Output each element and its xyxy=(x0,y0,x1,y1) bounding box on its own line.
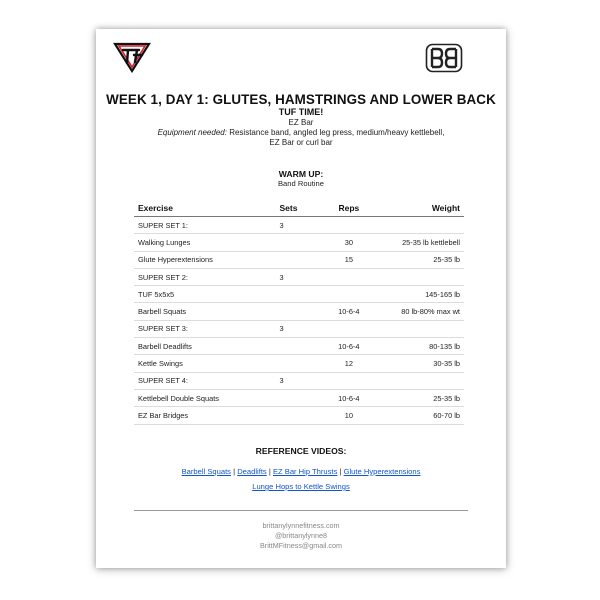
row-reps xyxy=(319,372,379,389)
row-reps: 10-6-4 xyxy=(319,303,379,320)
table-row xyxy=(134,286,464,303)
row-sets: 3 xyxy=(280,268,319,285)
row-weight xyxy=(379,217,464,234)
row-weight: 30-35 lb xyxy=(379,355,464,372)
workout-sheet xyxy=(96,29,506,568)
page-title: WEEK 1, DAY 1: GLUTES, HAMSTRINGS AND LOWER BACK xyxy=(106,92,496,107)
equipment-line-1 xyxy=(126,128,476,138)
row-reps: 12 xyxy=(319,355,379,372)
workout-table xyxy=(134,200,464,425)
row-exercise: Kettle Swings xyxy=(134,355,280,372)
row-exercise: SUPER SET 4: xyxy=(134,372,280,389)
row-sets xyxy=(280,407,319,424)
row-exercise: Barbell Deadlifts xyxy=(134,338,280,355)
table-row xyxy=(134,251,464,268)
row-sets: 3 xyxy=(280,217,319,234)
table-row xyxy=(134,389,464,406)
row-weight: 25-35 lb xyxy=(379,251,464,268)
row-weight: 25-35 lb kettlebell xyxy=(379,234,464,251)
table-header-row xyxy=(134,200,464,217)
link-ez-bar-hip-thrusts[interactable]: EZ Bar Hip Thrusts xyxy=(272,467,338,476)
table-row xyxy=(134,338,464,355)
link-lunge-hops[interactable]: Lunge Hops to Kettle Swings xyxy=(252,482,350,491)
reference-links-line-1 xyxy=(116,467,486,476)
row-reps: 10-6-4 xyxy=(319,338,379,355)
row-reps: 10 xyxy=(319,407,379,424)
reference-links-line-2 xyxy=(116,482,486,491)
equipment-text: Resistance band, angled leg press, medium/heavy kettlebell, xyxy=(229,128,445,137)
row-weight: 145-165 lb xyxy=(379,286,464,303)
divider xyxy=(134,510,468,511)
row-weight xyxy=(379,268,464,285)
row-weight: 80 lb-80% max wt xyxy=(379,303,464,320)
row-sets xyxy=(280,338,319,355)
row-reps: 10-6-4 xyxy=(319,389,379,406)
reference-heading: REFERENCE VIDEOS: xyxy=(255,446,347,456)
contact-website: brittanylynnefitness.com xyxy=(262,521,340,530)
row-sets xyxy=(280,303,319,320)
row-sets xyxy=(280,355,319,372)
row-weight xyxy=(379,320,464,337)
table-row xyxy=(134,372,464,389)
warmup-routine: Band Routine xyxy=(277,179,325,188)
table-row xyxy=(134,407,464,424)
link-separator: | xyxy=(230,467,238,476)
table-row xyxy=(134,234,464,251)
row-exercise: SUPER SET 1: xyxy=(134,217,280,234)
equipment-line-2: EZ Bar or curl bar xyxy=(269,138,333,147)
tuf-logo xyxy=(113,41,151,73)
row-sets xyxy=(280,389,319,406)
row-exercise: Glute Hyperextensions xyxy=(134,251,280,268)
row-weight: 60-70 lb xyxy=(379,407,464,424)
row-exercise: Kettlebell Double Squats xyxy=(134,389,280,406)
table-row xyxy=(134,268,464,285)
header-sets: Sets xyxy=(280,200,319,217)
link-separator: | xyxy=(266,467,273,476)
row-sets xyxy=(280,286,319,303)
link-barbell-squats[interactable]: Barbell Squats xyxy=(181,467,231,476)
row-exercise: SUPER SET 2: xyxy=(134,268,280,285)
row-sets: 3 xyxy=(280,372,319,389)
row-reps xyxy=(319,268,379,285)
row-exercise: Walking Lunges xyxy=(134,234,280,251)
link-glute-hyperextensions[interactable]: Glute Hyperextensions xyxy=(343,467,421,476)
row-weight: 80-135 lb xyxy=(379,338,464,355)
header-reps: Reps xyxy=(319,200,379,217)
row-sets xyxy=(280,234,319,251)
equipment-label: Equipment needed: xyxy=(157,128,227,137)
row-reps xyxy=(319,320,379,337)
table-row xyxy=(134,303,464,320)
bar-type: EZ Bar xyxy=(288,118,314,127)
row-sets: 3 xyxy=(280,320,319,337)
row-exercise: SUPER SET 3: xyxy=(134,320,280,337)
table-row xyxy=(134,217,464,234)
row-reps: 30 xyxy=(319,234,379,251)
row-reps xyxy=(319,217,379,234)
contact-email: BrittMFitness@gmail.com xyxy=(260,541,342,550)
link-separator: | xyxy=(337,467,344,476)
row-exercise: TUF 5x5x5 xyxy=(134,286,280,303)
row-reps: 15 xyxy=(319,251,379,268)
warmup-heading: WARM UP: xyxy=(278,169,324,179)
link-deadlifts[interactable]: Deadlifts xyxy=(237,467,267,476)
header-exercise: Exercise xyxy=(134,200,280,217)
row-exercise: EZ Bar Bridges xyxy=(134,407,280,424)
row-weight xyxy=(379,372,464,389)
row-exercise: Barbell Squats xyxy=(134,303,280,320)
row-sets xyxy=(280,251,319,268)
bb-logo xyxy=(425,43,463,73)
row-weight: 25-35 lb xyxy=(379,389,464,406)
table-row xyxy=(134,320,464,337)
row-reps xyxy=(319,286,379,303)
subtitle: TUF TIME! xyxy=(278,107,324,117)
header-weight: Weight xyxy=(379,200,464,217)
contact-handle: @brittanylynne8 xyxy=(274,531,328,540)
table-row xyxy=(134,355,464,372)
